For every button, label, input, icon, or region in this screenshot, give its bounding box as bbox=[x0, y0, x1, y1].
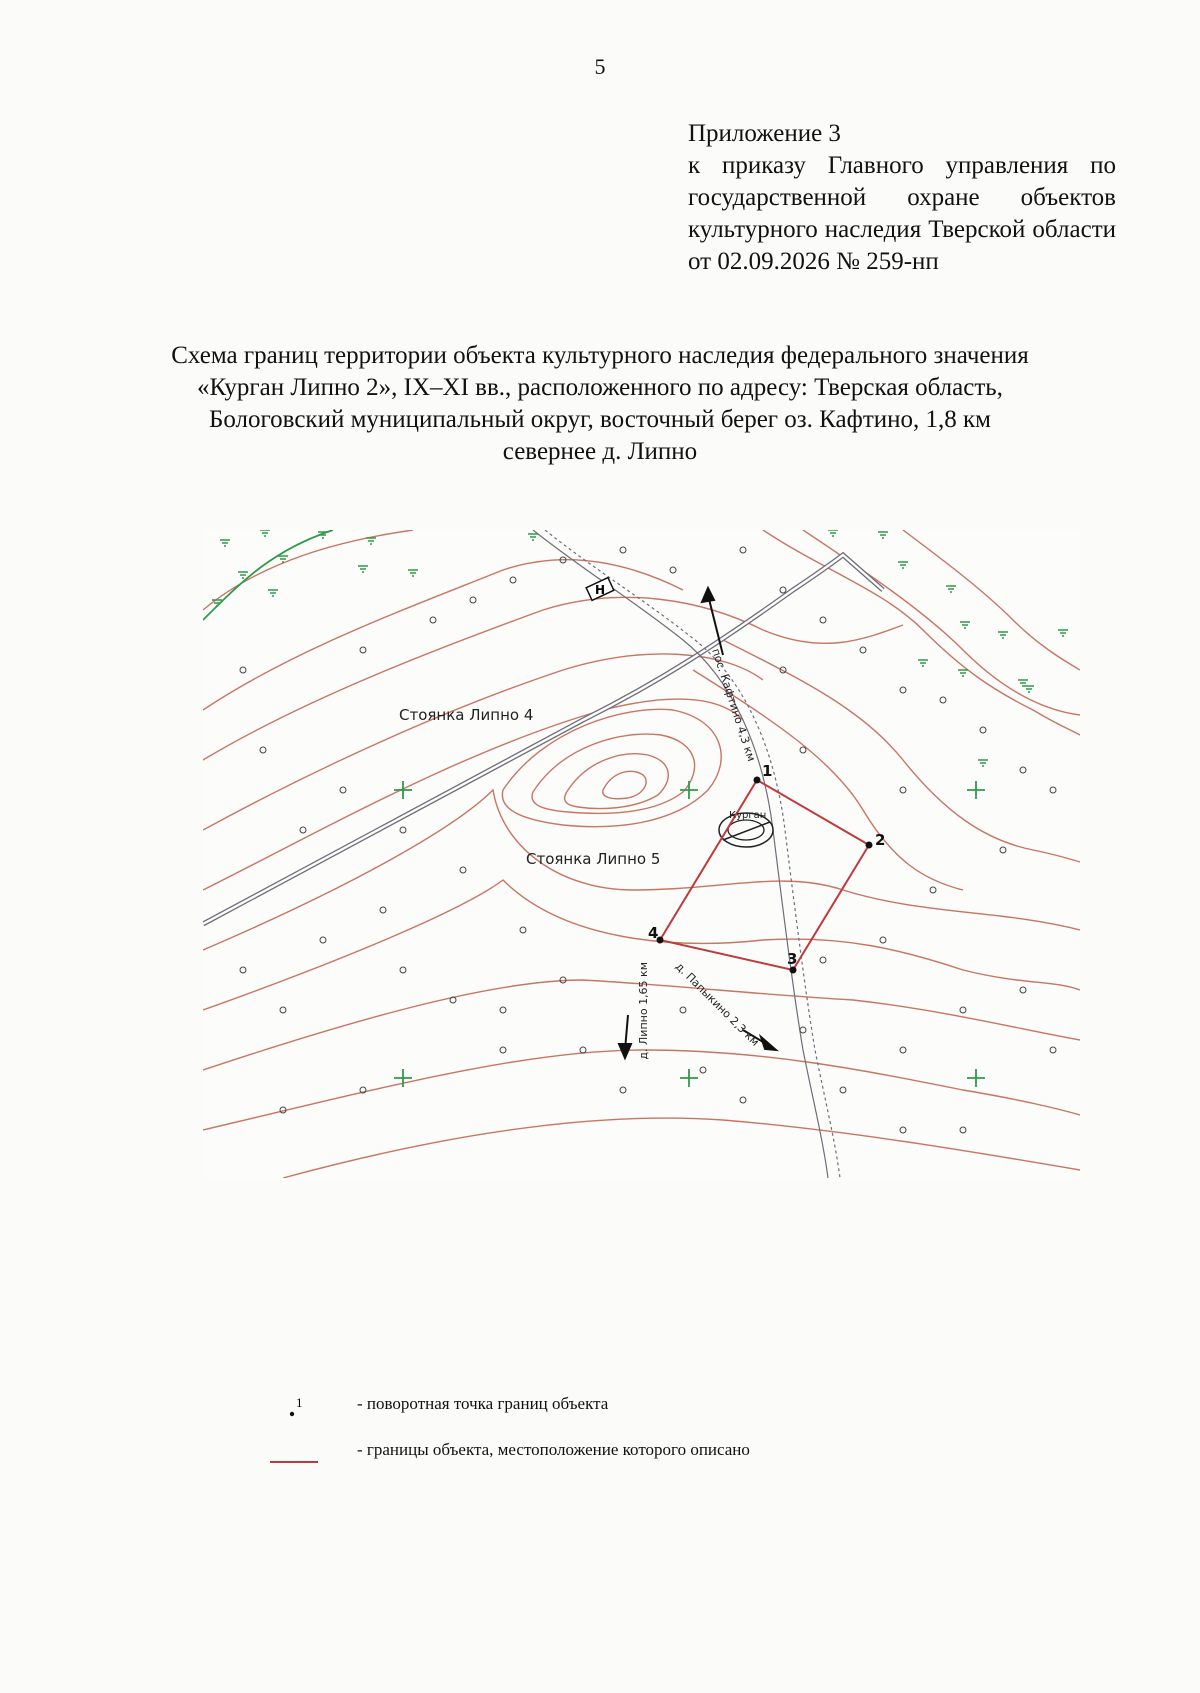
terrain-circle bbox=[900, 687, 906, 693]
contour-line bbox=[502, 709, 721, 826]
terrain-circle bbox=[1020, 767, 1026, 773]
meadow-mark bbox=[828, 530, 838, 536]
terrain-circle bbox=[380, 907, 386, 913]
terrain-circle bbox=[930, 887, 936, 893]
meadow-mark bbox=[958, 670, 968, 676]
meadow-mark bbox=[878, 532, 888, 538]
terrain-circle bbox=[1050, 787, 1056, 793]
terrain-circle bbox=[500, 1047, 506, 1053]
terrain-circle bbox=[1050, 1047, 1056, 1053]
contour-line bbox=[283, 1118, 1080, 1178]
meadow-mark bbox=[998, 632, 1008, 638]
contour-line bbox=[565, 754, 669, 809]
terrain-circle bbox=[960, 1007, 966, 1013]
terrain-circle bbox=[960, 1127, 966, 1133]
grid-crosses bbox=[394, 781, 985, 1087]
contour-line bbox=[723, 640, 1080, 862]
legend-row-line bbox=[262, 1436, 962, 1466]
terrain-circle bbox=[500, 1007, 506, 1013]
legend-point-symbol bbox=[262, 1390, 322, 1420]
vegetation-marks bbox=[212, 530, 1068, 766]
meadow-mark bbox=[946, 586, 956, 592]
meadow-mark bbox=[366, 538, 376, 544]
meadow-mark bbox=[268, 590, 278, 596]
appendix-header bbox=[688, 118, 1116, 278]
meadow-mark bbox=[238, 572, 248, 578]
map-canvas bbox=[203, 530, 1080, 1178]
terrain-circle bbox=[860, 647, 866, 653]
terrain-circle bbox=[260, 747, 266, 753]
contour-line bbox=[603, 771, 646, 798]
site-4-label: Стоянка Липно 4 bbox=[399, 706, 534, 724]
terrain-circle bbox=[300, 827, 306, 833]
terrain-circle bbox=[740, 547, 746, 553]
terrain-circle bbox=[520, 927, 526, 933]
grid-cross bbox=[680, 781, 698, 799]
terrain-circle bbox=[980, 727, 986, 733]
terrain-circle bbox=[320, 937, 326, 943]
terrain-circle bbox=[800, 1027, 806, 1033]
terrain-circle bbox=[1000, 847, 1006, 853]
contour-line bbox=[763, 530, 1080, 735]
boundary-map bbox=[203, 530, 1080, 1178]
appendix-title: Приложение 3 bbox=[688, 120, 841, 147]
meadow-mark bbox=[1018, 680, 1028, 686]
terrain-circle bbox=[240, 667, 246, 673]
contour-line bbox=[903, 530, 1080, 670]
boundary-point-label: 4 bbox=[648, 924, 659, 942]
boundary-point bbox=[866, 831, 886, 849]
meadow-mark bbox=[898, 562, 908, 568]
terrain-circle bbox=[280, 1007, 286, 1013]
terrain-circle bbox=[670, 567, 676, 573]
meadow-mark bbox=[220, 540, 230, 546]
appendix-body: к приказу Главного управления по государственной охране объектов культурного наследия Тверской области от 02.09.2026 № 259-нп bbox=[688, 152, 1116, 275]
terrain-circle bbox=[400, 827, 406, 833]
meadow-mark bbox=[528, 534, 538, 540]
terrain-circle bbox=[820, 957, 826, 963]
terrain-circle bbox=[840, 1087, 846, 1093]
terrain-circle bbox=[700, 1067, 706, 1073]
terrain-circle bbox=[820, 617, 826, 623]
terrain-circle bbox=[900, 1127, 906, 1133]
boundary-point bbox=[648, 924, 664, 944]
terrain-circle bbox=[620, 547, 626, 553]
terrain-circle bbox=[740, 1097, 746, 1103]
meadow-mark bbox=[260, 530, 270, 536]
boundary-point bbox=[754, 762, 773, 784]
contour-line bbox=[203, 699, 743, 890]
terrain-circle bbox=[900, 787, 906, 793]
terrain-circle bbox=[1020, 987, 1026, 993]
grid-cross bbox=[680, 1069, 698, 1087]
terrain-circle bbox=[470, 597, 476, 603]
legend-row-point bbox=[262, 1390, 962, 1420]
legend-point-number: 1 bbox=[296, 1395, 303, 1410]
marker-n-label: Н bbox=[594, 583, 606, 597]
kurgan-label: Курган bbox=[729, 810, 767, 821]
terrain-circle bbox=[400, 967, 406, 973]
terrain-circle bbox=[510, 577, 516, 583]
site-5-label: Стоянка Липно 5 bbox=[526, 850, 661, 868]
marker-n bbox=[586, 578, 614, 601]
terrain-circle bbox=[900, 1047, 906, 1053]
terrain-circle bbox=[620, 1087, 626, 1093]
meadow-mark bbox=[918, 660, 928, 666]
legend-line-symbol bbox=[262, 1436, 322, 1466]
contour-line bbox=[203, 530, 413, 610]
terrain-circle bbox=[940, 697, 946, 703]
meadow-mark bbox=[1058, 630, 1068, 636]
scheme-title: Схема границ территории объекта культурного наследия федерального значения «Курган Липно 2», IX–XI вв., расположенного по адресу: Тверская область, Бологовский муниципальный округ, восточный берег оз. Кафтино, 1,8 км севернее д. Липно bbox=[171, 342, 1029, 465]
terrain-circle bbox=[240, 967, 246, 973]
contour-line bbox=[203, 654, 763, 830]
legend-point-text: - поворотная точка границ объекта bbox=[357, 1394, 609, 1413]
terrain-circle bbox=[340, 787, 346, 793]
grid-cross bbox=[967, 781, 985, 799]
terrain-circle bbox=[360, 647, 366, 653]
contour-line bbox=[203, 560, 683, 710]
road-label-north: пос. Кафтино 4,3 км bbox=[709, 646, 758, 763]
page-number: 5 bbox=[594, 54, 606, 79]
meadow-mark bbox=[960, 622, 970, 628]
meadow-mark bbox=[978, 760, 988, 766]
boundary-point-label: 2 bbox=[875, 831, 886, 849]
terrain-circle bbox=[800, 747, 806, 753]
grid-cross bbox=[967, 1069, 985, 1087]
terrain-circle bbox=[460, 867, 466, 873]
contour-line bbox=[532, 734, 695, 813]
road-label-south: д. Липно 1,65 км bbox=[637, 962, 650, 1060]
grid-cross bbox=[394, 781, 412, 799]
terrain-circle bbox=[430, 617, 436, 623]
meadow-mark bbox=[1024, 686, 1034, 692]
terrain-circle bbox=[880, 937, 886, 943]
legend-line-text: - границы объекта, местоположение которого описано bbox=[357, 1440, 750, 1459]
terrain-circle bbox=[580, 1047, 586, 1053]
contour-line bbox=[203, 790, 1080, 950]
boundary-point-label: 3 bbox=[787, 950, 798, 968]
boundary-point-label: 1 bbox=[762, 762, 773, 780]
meadow-mark bbox=[358, 566, 368, 572]
terrain-circle bbox=[680, 1007, 686, 1013]
road-label-southeast: д. Папыкино 2,3 км bbox=[672, 959, 762, 1049]
terrain-circle bbox=[780, 587, 786, 593]
meadow-mark bbox=[408, 570, 418, 576]
